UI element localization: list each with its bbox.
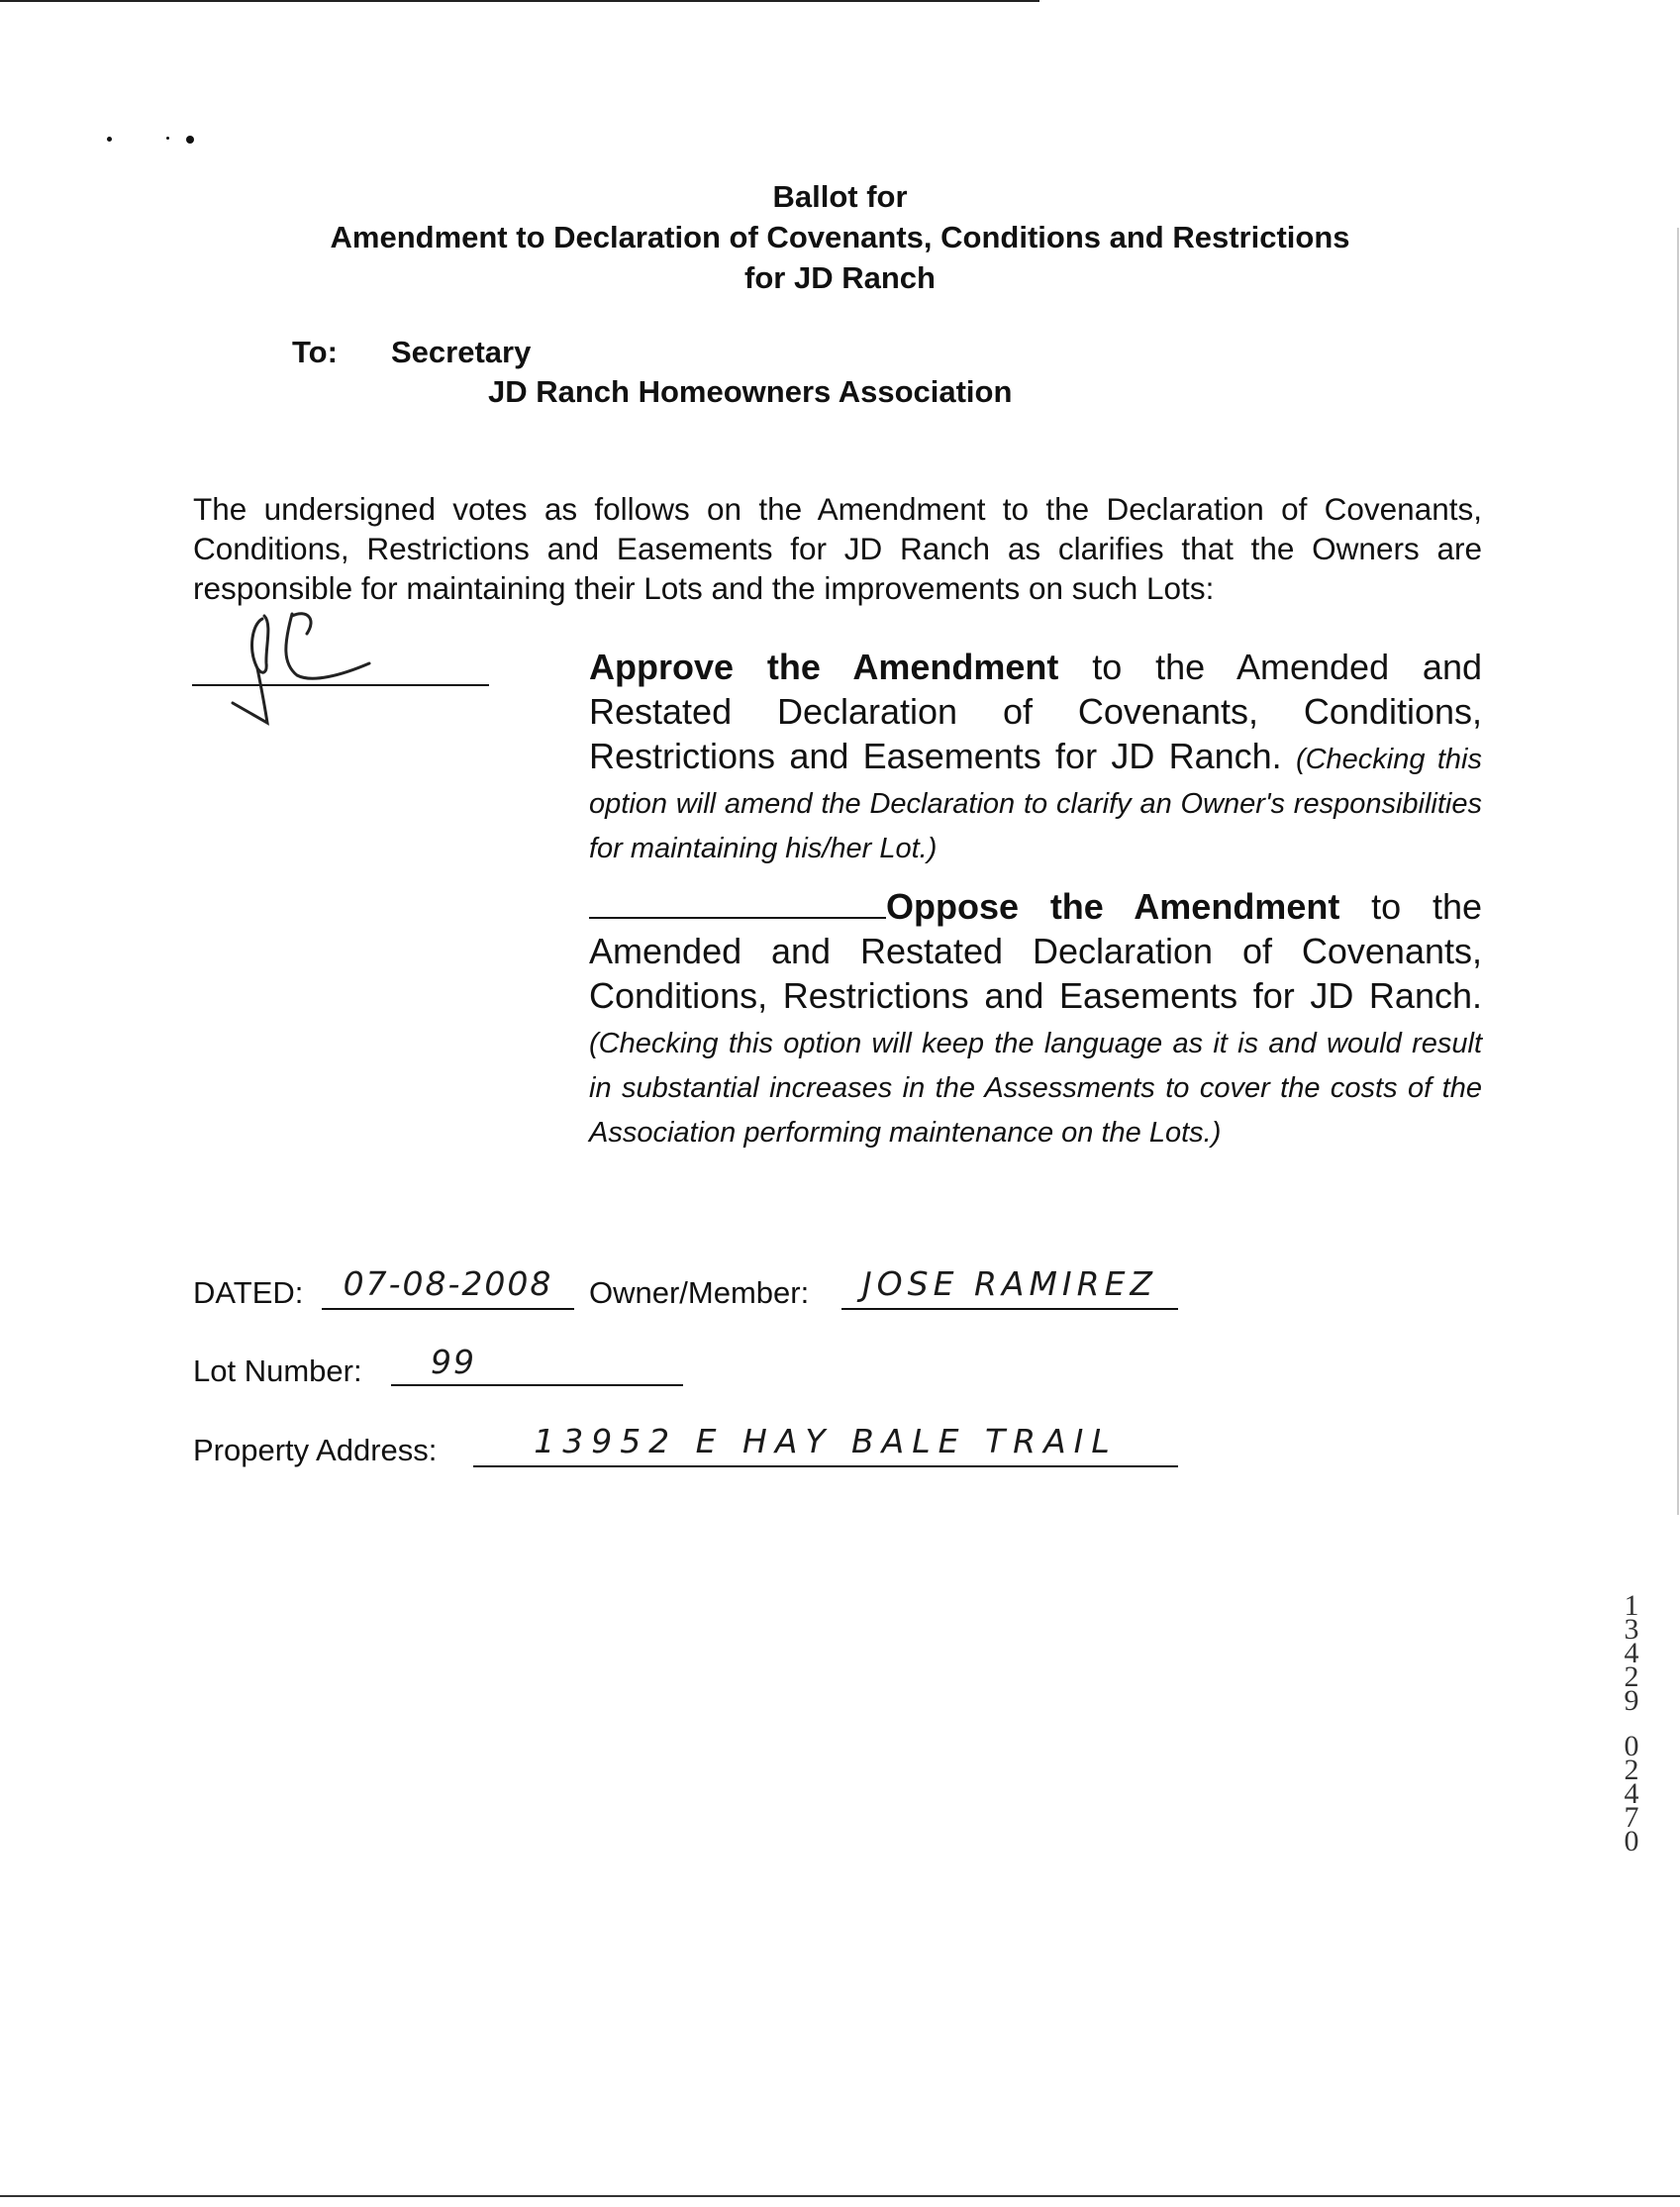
- property-address-field[interactable]: 13952 E HAY BALE TRAIL: [473, 1422, 1178, 1467]
- property-address-row: [193, 1422, 1118, 1469]
- scan-edge-bottom: [0, 2195, 1680, 2197]
- to-label: To:: [292, 335, 338, 369]
- oppose-option-heading: Oppose the Amendment: [886, 886, 1340, 927]
- dated-field[interactable]: 07-08-2008: [322, 1264, 574, 1310]
- doc-id-digit: 9: [1624, 1684, 1639, 1717]
- owner-member-label: Owner/Member:: [589, 1275, 810, 1310]
- scan-edge-top: [0, 0, 1039, 2]
- lot-number-label: Lot Number:: [193, 1354, 362, 1388]
- approve-handwritten-mark: [223, 604, 391, 733]
- ballot-title: [0, 176, 1680, 298]
- approve-option-heading: Approve the Amendment: [589, 647, 1059, 687]
- lot-number-row: [193, 1343, 476, 1390]
- addressee-block: [292, 334, 531, 371]
- property-address-label: Property Address:: [193, 1433, 438, 1467]
- intro-paragraph: The undersigned votes as follows on the Amendment to the Declaration of Covenants, Conditions, Restrictions and Easements for JD Ranch as clarifies that the Owners are responsible for maintaining their Lots and the improvements on such Lots:: [193, 491, 1482, 606]
- scan-edge-right: [1677, 228, 1679, 1515]
- doc-id-digit: 0: [1624, 1730, 1639, 1762]
- doc-id-digit: 2: [1624, 1660, 1639, 1693]
- recipient-organization: JD Ranch Homeowners Association: [488, 374, 1013, 409]
- approve-option-body: to the Amended and Restated Declaration of Covenants, Conditions, Restrictions and Easements for JD Ranch.: [589, 647, 1482, 776]
- doc-id-digit: 4: [1624, 1637, 1639, 1669]
- dated-label: DATED:: [193, 1275, 304, 1310]
- doc-id-digit: 4: [1624, 1777, 1639, 1810]
- approve-option-note: (Checking this option will amend the Declaration to clarify an Owner's responsibilities for maintaining his/her Lot.): [589, 744, 1482, 864]
- scan-speck: [107, 137, 112, 142]
- oppose-option: [589, 884, 1482, 1152]
- scan-speck: [166, 137, 169, 140]
- title-line-1: Ballot for: [772, 179, 908, 214]
- doc-id-digit: 7: [1624, 1801, 1639, 1834]
- oppose-checkbox-line[interactable]: [589, 887, 886, 919]
- title-line-2: Amendment to Declaration of Covenants, Conditions and Restrictions: [330, 220, 1350, 254]
- doc-id-digit: 3: [1624, 1613, 1639, 1646]
- recipient-name: Secretary: [391, 335, 532, 369]
- document-id-stamp: [1617, 1589, 1646, 1857]
- title-line-3: for JD Ranch: [744, 260, 936, 295]
- dated-row: [193, 1264, 1158, 1312]
- approve-option: [589, 645, 1482, 867]
- doc-id-digit: 1: [1624, 1589, 1639, 1622]
- oppose-option-note: (Checking this option will keep the language as it is and would result in substantial increases in the Assessments to cover the costs of the Association performing maintenance on the Lots.): [589, 1028, 1482, 1149]
- owner-member-field[interactable]: JOSE RAMIREZ: [841, 1264, 1178, 1310]
- doc-id-digit: 0: [1624, 1825, 1639, 1857]
- oppose-option-body: to the Amended and Restated Declaration of Covenants, Conditions, Restrictions and Easements for JD Ranch.: [589, 886, 1482, 1016]
- scan-speck: [186, 136, 194, 144]
- lot-number-field[interactable]: 99: [391, 1343, 683, 1386]
- doc-id-digit: 2: [1624, 1754, 1639, 1786]
